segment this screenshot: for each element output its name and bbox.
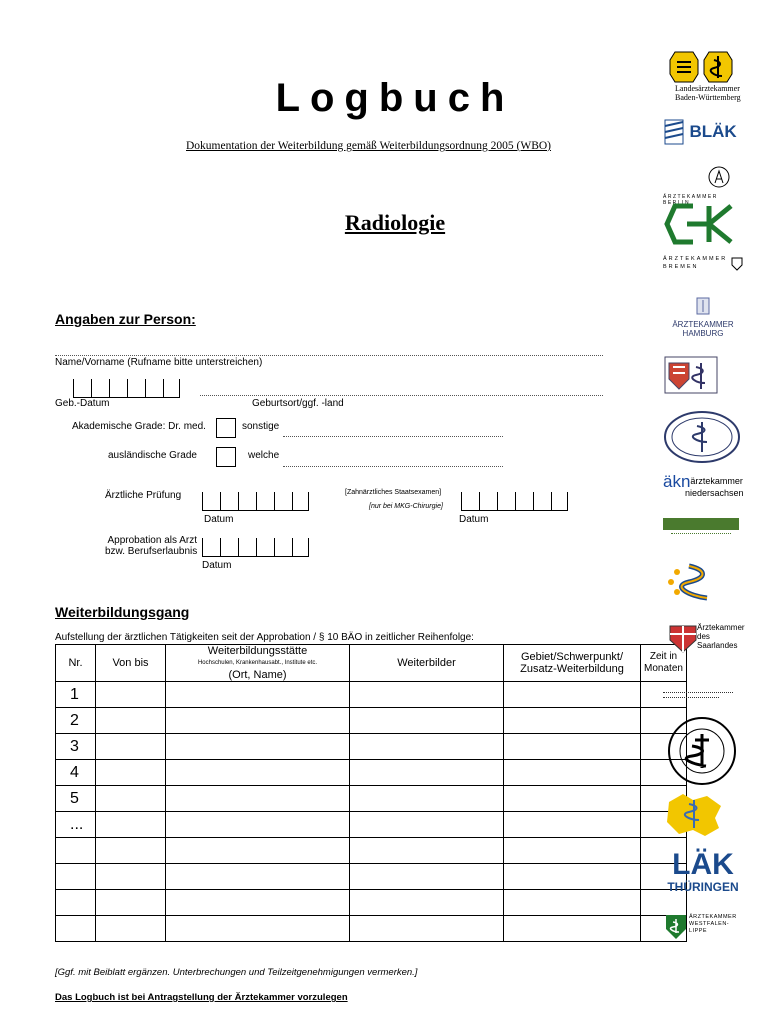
saarland-shield-icon — [668, 624, 698, 654]
cell-staette[interactable] — [166, 734, 350, 760]
cell-weiterbilder[interactable] — [350, 890, 504, 916]
row-number — [56, 890, 96, 916]
academic-label: Akademische Grade: Dr. med. — [72, 421, 206, 432]
dental-exam-label: [Zahnärztliches Staatsexamen] — [345, 489, 442, 496]
cell-staette[interactable] — [166, 916, 350, 942]
dental-exam-date-label: Datum — [459, 514, 489, 525]
row-number: 3 — [56, 734, 96, 760]
row-number — [56, 838, 96, 864]
training-table — [55, 644, 687, 942]
cell-gebiet[interactable] — [504, 864, 641, 890]
birthplace-label: Geburtsort/ggf. -land — [252, 398, 344, 409]
row-number: 2 — [56, 708, 96, 734]
cell-weiterbilder[interactable] — [350, 786, 504, 812]
row-number: 4 — [56, 760, 96, 786]
cell-gebiet[interactable] — [504, 916, 641, 942]
cell-von-bis[interactable] — [96, 760, 166, 786]
cell-weiterbilder[interactable] — [350, 916, 504, 942]
caduceus-shield-icon — [703, 50, 733, 84]
cell-gebiet[interactable] — [504, 734, 641, 760]
cell-gebiet[interactable] — [504, 890, 641, 916]
berlin-seal-icon — [707, 165, 731, 189]
other-label: sonstige — [242, 421, 280, 432]
cell-weiterbilder[interactable] — [350, 734, 504, 760]
logo-baden-wuerttemberg: Landesärztekammer Baden-Württemberg — [663, 50, 743, 102]
cell-weiterbilder[interactable] — [350, 838, 504, 864]
rlp-emblem-icon — [663, 560, 723, 604]
which-line[interactable] — [283, 466, 503, 467]
brandenburg-emblem-icon — [663, 200, 739, 248]
bavaria-emblem-icon — [663, 118, 685, 146]
cell-von-bis[interactable] — [96, 890, 166, 916]
birthplace-line[interactable] — [200, 395, 603, 396]
exam-label: Ärztliche Prüfung — [105, 490, 182, 501]
cell-gebiet[interactable] — [504, 786, 641, 812]
cell-gebiet[interactable] — [504, 708, 641, 734]
table-row — [56, 708, 687, 734]
logo-berlin: ÄRZTEKAMMER BERLIN — [663, 165, 743, 206]
hamburg-emblem-icon — [695, 297, 711, 315]
birthdate-boxes[interactable] — [73, 379, 180, 398]
dental-exam-note: [nur bei MKG-Chirurgie] — [369, 503, 443, 510]
training-heading: Weiterbildungsgang — [55, 604, 190, 620]
col-staette: Weiterbildungsstätte Hochschulen, Krankenhausabt., Institute etc. (Ort, Name) — [166, 645, 350, 682]
foreign-degree-checkbox[interactable] — [216, 447, 236, 467]
row-number: ... — [56, 812, 96, 838]
cell-von-bis[interactable] — [96, 864, 166, 890]
logo-bremen: ÄRZTEKAMMER BREMEN — [663, 255, 743, 271]
other-line[interactable] — [283, 436, 503, 437]
col-von-bis: Von bis — [96, 645, 166, 682]
specialty-title: Radiologie — [344, 210, 446, 235]
cell-weiterbilder[interactable] — [350, 708, 504, 734]
logo-saarland: Ärztekammer des Saarlandes — [663, 623, 743, 650]
logo-schleswig-holstein — [663, 792, 743, 843]
approbation-label: Approbation als Arzt bzw. Berufserlaubnis — [105, 535, 198, 557]
approbation-date-boxes[interactable] — [202, 538, 309, 557]
person-heading: Angaben zur Person: — [55, 311, 196, 327]
approbation-date-label: Datum — [202, 560, 232, 571]
cell-staette[interactable] — [166, 838, 350, 864]
foreign-label: ausländische Grade — [108, 450, 197, 461]
cell-weiterbilder[interactable] — [350, 864, 504, 890]
logo-nordrhein — [663, 518, 743, 540]
cell-gebiet[interactable] — [504, 682, 641, 708]
cell-staette[interactable] — [166, 760, 350, 786]
page-title: Logbuch — [275, 76, 515, 120]
logo-mecklenburg — [663, 410, 743, 469]
row-number: 1 — [56, 682, 96, 708]
col-weiterbilder: Weiterbilder — [350, 645, 504, 682]
cell-gebiet[interactable] — [504, 760, 641, 786]
cell-gebiet[interactable] — [504, 838, 641, 864]
table-row — [56, 786, 687, 812]
name-line[interactable] — [55, 355, 603, 356]
cell-staette[interactable] — [166, 708, 350, 734]
cell-weiterbilder[interactable] — [350, 682, 504, 708]
cell-weiterbilder[interactable] — [350, 760, 504, 786]
cell-von-bis[interactable] — [96, 786, 166, 812]
logo-sachsen — [663, 688, 743, 698]
table-row — [56, 890, 687, 916]
cell-von-bis[interactable] — [96, 838, 166, 864]
table-row — [56, 916, 687, 942]
table-header-row — [56, 645, 687, 682]
dental-exam-date-boxes[interactable] — [461, 492, 568, 511]
cell-staette[interactable] — [166, 812, 350, 838]
cell-von-bis[interactable] — [96, 734, 166, 760]
exam-date-label: Datum — [204, 514, 234, 525]
sachsen-anhalt-seal-icon — [663, 716, 741, 786]
col-zeit: Zeit in Monaten — [641, 645, 687, 682]
table-row — [56, 864, 687, 890]
exam-date-boxes[interactable] — [202, 492, 309, 511]
cell-von-bis[interactable] — [96, 708, 166, 734]
bw-shield-icon — [669, 50, 699, 84]
cell-von-bis[interactable] — [96, 812, 166, 838]
logo-rheinland-pfalz — [663, 560, 743, 609]
which-label: welche — [248, 450, 280, 461]
page-subtitle: Dokumentation der Weiterbildung gemäß Weiterbildungsordnung 2005 (WBO) — [186, 140, 552, 152]
birthdate-label: Geb.-Datum — [55, 398, 110, 409]
cell-weiterbilder[interactable] — [350, 812, 504, 838]
table-row — [56, 838, 687, 864]
wl-shield-icon — [665, 914, 687, 940]
logo-bayern: BLÄK — [663, 118, 743, 146]
logo-hessen — [663, 355, 743, 400]
row-number — [56, 916, 96, 942]
training-intro: Aufstellung der ärztlichen Tätigkeiten seit der Approbation / § 10 BÄO in zeitlicher Reihenfolge: — [55, 632, 474, 643]
logo-niedersachsen: äknärztekammer niedersachsen — [663, 472, 744, 498]
cell-staette[interactable] — [166, 682, 350, 708]
logo-westfalen-lippe: ÄRZTEKAMMER WESTFALEN-LIPPE — [663, 914, 743, 935]
logo-brandenburg — [663, 200, 743, 253]
col-gebiet: Gebiet/Schwerpunkt/ Zusatz-Weiterbildung — [504, 645, 641, 682]
logo-hamburg: ÄRZTEKAMMER HAMBURG — [663, 297, 743, 338]
table-row — [56, 682, 687, 708]
row-number: 5 — [56, 786, 96, 812]
dr-med-checkbox[interactable] — [216, 418, 236, 438]
cell-von-bis[interactable] — [96, 682, 166, 708]
cell-staette[interactable] — [166, 890, 350, 916]
cell-gebiet[interactable] — [504, 812, 641, 838]
mv-seal-icon — [663, 410, 741, 464]
cell-staette[interactable] — [166, 786, 350, 812]
table-row — [56, 812, 687, 838]
footer-note: [Ggf. mit Beiblatt ergänzen. Unterbrechungen und Teilzeitgenehmigungen vermerken.] — [55, 967, 418, 978]
table-row — [56, 760, 687, 786]
table-row — [56, 734, 687, 760]
cell-staette[interactable] — [166, 864, 350, 890]
col-nr: Nr. — [56, 645, 96, 682]
sh-map-icon — [663, 792, 725, 838]
bremen-key-icon — [731, 257, 743, 271]
row-number — [56, 864, 96, 890]
logo-thueringen: LÄK THÜRINGEN — [667, 848, 739, 894]
cell-von-bis[interactable] — [96, 916, 166, 942]
footer-instruction: Das Logbuch ist bei Antragstellung der Ärztekammer vorzulegen — [55, 992, 348, 1003]
hessen-emblem-icon — [663, 355, 719, 395]
name-label: Name/Vorname (Rufname bitte unterstreichen) — [55, 357, 263, 368]
logo-sachsen-anhalt — [663, 716, 743, 791]
